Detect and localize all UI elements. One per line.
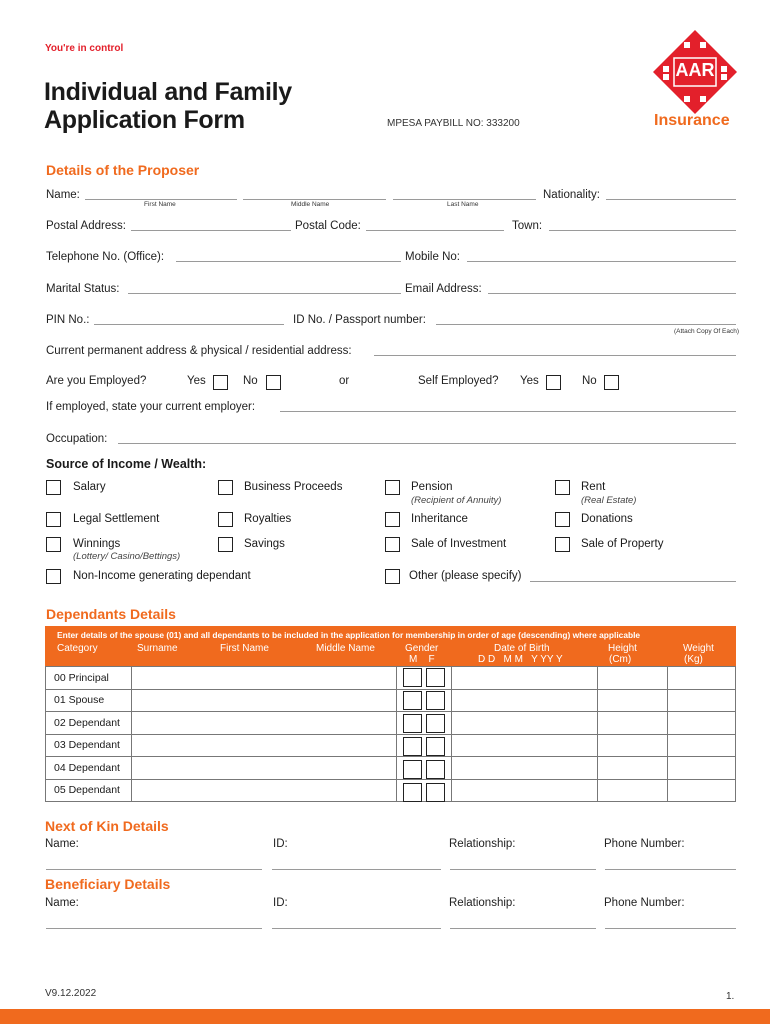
logo-text: AAR	[675, 60, 715, 80]
dob-cell[interactable]	[452, 734, 598, 757]
version-label: V9.12.2022	[45, 988, 97, 999]
other-specify-field[interactable]	[530, 581, 736, 582]
town-field[interactable]	[549, 230, 736, 231]
category-cell: 01 Spouse	[46, 689, 132, 712]
winnings-label: Winnings	[73, 538, 121, 550]
name-label: Name:	[46, 189, 80, 201]
col-weight: Weight	[683, 643, 714, 654]
gender-f-checkbox[interactable]	[426, 668, 445, 687]
category-cell: 00 Principal	[46, 667, 132, 690]
winnings-checkbox[interactable]	[46, 537, 61, 552]
marital-status-field[interactable]	[128, 293, 401, 294]
col-surname: Surname	[137, 643, 178, 654]
kin-phone-label: Phone Number:	[604, 838, 685, 850]
gender-m-checkbox[interactable]	[403, 714, 422, 733]
business-checkbox[interactable]	[218, 480, 233, 495]
weight-cell[interactable]	[668, 667, 736, 690]
pension-label: Pension	[411, 481, 453, 493]
kin-relationship-field[interactable]	[450, 869, 596, 870]
kin-phone-field[interactable]	[605, 869, 736, 870]
kin-name-field[interactable]	[46, 869, 262, 870]
gender-m-checkbox[interactable]	[403, 668, 422, 687]
name-cell[interactable]	[131, 779, 396, 802]
employer-field[interactable]	[280, 411, 736, 412]
postal-address-label: Postal Address:	[46, 220, 126, 232]
legal-label: Legal Settlement	[73, 513, 160, 525]
non-income-checkbox[interactable]	[46, 569, 61, 584]
employed-no-label: No	[243, 375, 258, 387]
rent-label: Rent	[581, 481, 606, 493]
dependants-table	[45, 666, 736, 802]
category-cell: 05 Dependant	[46, 779, 132, 802]
kin-id-label: ID:	[273, 838, 288, 850]
rent-note: (Real Estate)	[581, 495, 637, 506]
category-cell: 03 Dependant	[46, 734, 132, 757]
logo-word: Insurance	[654, 112, 730, 129]
inheritance-label: Inheritance	[411, 513, 468, 525]
dob-cell[interactable]	[452, 712, 598, 735]
weight-cell[interactable]	[668, 689, 736, 712]
name-cell[interactable]	[131, 734, 396, 757]
last-name-field[interactable]	[393, 199, 536, 200]
first-name-field[interactable]	[85, 199, 237, 200]
marital-status-label: Marital Status:	[46, 283, 120, 295]
category-cell: 02 Dependant	[46, 712, 132, 735]
self-employed-yes-label: Yes	[520, 375, 539, 387]
gender-f-checkbox[interactable]	[426, 783, 445, 802]
postal-address-field[interactable]	[131, 230, 291, 231]
paybill-number: MPESA PAYBILL NO: 333200	[387, 118, 520, 129]
col-middle-name: Middle Name	[316, 643, 375, 654]
telephone-office-label: Telephone No. (Office):	[46, 251, 165, 263]
kin-id-field[interactable]	[272, 869, 441, 870]
mobile-field[interactable]	[467, 261, 736, 262]
gender-m-checkbox[interactable]	[403, 760, 422, 779]
self-employed-no-label: No	[582, 375, 597, 387]
col-category: Category	[57, 643, 98, 654]
name-cell[interactable]	[131, 757, 396, 780]
height-cell[interactable]	[598, 779, 668, 802]
col-height: Height	[608, 643, 637, 654]
gender-f-checkbox[interactable]	[426, 714, 445, 733]
name-cell[interactable]	[131, 667, 396, 690]
table-row	[46, 712, 736, 735]
email-field[interactable]	[488, 293, 736, 294]
weight-cell[interactable]	[668, 779, 736, 802]
salary-label: Salary	[73, 481, 106, 493]
weight-cell[interactable]	[668, 757, 736, 780]
occupation-label: Occupation:	[46, 433, 108, 445]
beneficiary-name-field[interactable]	[46, 928, 262, 929]
tagline: You're in control	[45, 43, 124, 54]
pin-label: PIN No.:	[46, 314, 90, 326]
self-employed-no-checkbox[interactable]	[604, 375, 619, 390]
rent-checkbox[interactable]	[555, 480, 570, 495]
last-name-caption: Last Name	[447, 201, 479, 208]
col-dob-format: D D M M Y YY Y	[478, 654, 563, 665]
dob-cell[interactable]	[452, 667, 598, 690]
height-cell[interactable]	[598, 734, 668, 757]
self-employed-question: Self Employed?	[418, 375, 499, 387]
dependants-header-band	[45, 626, 736, 667]
donations-label: Donations	[581, 513, 633, 525]
pension-checkbox[interactable]	[385, 480, 400, 495]
winnings-note: (Lottery/ Casino/Bettings)	[73, 551, 181, 562]
weight-cell[interactable]	[668, 734, 736, 757]
height-cell[interactable]	[598, 712, 668, 735]
non-income-label: Non-Income generating dependant	[73, 570, 251, 582]
sale-investment-label: Sale of Investment	[411, 538, 507, 550]
pin-field[interactable]	[94, 324, 284, 325]
page-number: 1.	[726, 991, 735, 1002]
kin-relationship-label: Relationship:	[449, 838, 516, 850]
dob-cell[interactable]	[452, 689, 598, 712]
beneficiary-relationship-label: Relationship:	[449, 897, 516, 909]
employed-question: Are you Employed?	[46, 375, 147, 387]
col-height-unit: (Cm)	[609, 654, 632, 665]
gender-f-checkbox[interactable]	[426, 760, 445, 779]
salary-checkbox[interactable]	[46, 480, 61, 495]
pension-note: (Recipient of Annuity)	[411, 495, 502, 506]
col-first-name: First Name	[220, 643, 269, 654]
id-passport-field[interactable]	[436, 324, 736, 325]
beneficiary-phone-field[interactable]	[605, 928, 736, 929]
dob-cell[interactable]	[452, 757, 598, 780]
table-row	[46, 689, 736, 712]
name-cell[interactable]	[131, 712, 396, 735]
employed-no-checkbox[interactable]	[266, 375, 281, 390]
employed-yes-label: Yes	[187, 375, 206, 387]
source-heading: Source of Income / Wealth:	[46, 457, 207, 471]
table-row	[46, 779, 736, 802]
form-title-line1: Individual and Family	[44, 78, 292, 106]
proposer-heading: Details of the Proposer	[46, 162, 200, 178]
table-row	[46, 667, 736, 690]
gender-m-checkbox[interactable]	[403, 783, 422, 802]
gender-m-checkbox[interactable]	[403, 691, 422, 710]
sale-investment-checkbox[interactable]	[385, 537, 400, 552]
royalties-checkbox[interactable]	[218, 512, 233, 527]
beneficiary-id-label: ID:	[273, 897, 288, 909]
name-cell[interactable]	[131, 689, 396, 712]
category-cell: 04 Dependant	[46, 757, 132, 780]
occupation-field[interactable]	[118, 443, 736, 444]
self-employed-yes-checkbox[interactable]	[546, 375, 561, 390]
dependants-banner: Enter details of the spouse (01) and all dependants to be included in the application for membership in order of age (descending) where applicable	[57, 630, 641, 640]
town-label: Town:	[512, 220, 543, 232]
attach-copy-note: (Attach Copy Of Each)	[674, 328, 740, 335]
gender-f-checkbox[interactable]	[426, 737, 445, 756]
middle-name-field[interactable]	[243, 199, 386, 200]
beneficiary-heading: Beneficiary Details	[45, 876, 171, 892]
dob-cell[interactable]	[452, 779, 598, 802]
employed-yes-checkbox[interactable]	[213, 375, 228, 390]
nationality-label: Nationality:	[543, 189, 600, 201]
postal-code-label: Postal Code:	[295, 220, 361, 232]
business-label: Business Proceeds	[244, 481, 343, 493]
beneficiary-id-field[interactable]	[272, 928, 441, 929]
telephone-office-field[interactable]	[176, 261, 401, 262]
dependants-heading: Dependants Details	[46, 606, 176, 622]
sale-property-label: Sale of Property	[581, 538, 664, 550]
beneficiary-relationship-field[interactable]	[450, 928, 596, 929]
donations-checkbox[interactable]	[555, 512, 570, 527]
current-address-label: Current permanent address & physical / residential address:	[46, 345, 352, 357]
savings-label: Savings	[244, 538, 285, 550]
other-checkbox[interactable]	[385, 569, 400, 584]
nationality-field[interactable]	[606, 199, 736, 200]
height-cell[interactable]	[598, 757, 668, 780]
height-cell[interactable]	[598, 667, 668, 690]
sale-property-checkbox[interactable]	[555, 537, 570, 552]
col-gender-mf: M F	[409, 654, 435, 665]
kin-name-label: Name:	[45, 838, 79, 850]
id-passport-label: ID No. / Passport number:	[293, 314, 426, 326]
table-row	[46, 734, 736, 757]
weight-cell[interactable]	[668, 712, 736, 735]
col-weight-unit: (Kg)	[684, 654, 703, 665]
next-of-kin-heading: Next of Kin Details	[45, 818, 169, 834]
col-dob: Date of Birth	[494, 643, 550, 654]
savings-checkbox[interactable]	[218, 537, 233, 552]
other-label: Other (please specify)	[409, 570, 522, 582]
beneficiary-phone-label: Phone Number:	[604, 897, 685, 909]
or-label: or	[339, 375, 350, 387]
postal-code-field[interactable]	[366, 230, 504, 231]
legal-checkbox[interactable]	[46, 512, 61, 527]
first-name-caption: First Name	[144, 201, 176, 208]
beneficiary-name-label: Name:	[45, 897, 79, 909]
gender-f-checkbox[interactable]	[426, 691, 445, 710]
royalties-label: Royalties	[244, 513, 292, 525]
form-title-line2: Application Form	[44, 106, 245, 134]
col-gender: Gender	[405, 643, 439, 654]
height-cell[interactable]	[598, 689, 668, 712]
current-address-field[interactable]	[374, 355, 736, 356]
aar-logo	[650, 28, 740, 138]
inheritance-checkbox[interactable]	[385, 512, 400, 527]
employer-label: If employed, state your current employer:	[46, 401, 256, 413]
gender-m-checkbox[interactable]	[403, 737, 422, 756]
middle-name-caption: Middle Name	[291, 201, 330, 208]
table-row	[46, 757, 736, 780]
footer-band	[0, 1009, 770, 1024]
mobile-label: Mobile No:	[405, 251, 460, 263]
email-label: Email Address:	[405, 283, 482, 295]
